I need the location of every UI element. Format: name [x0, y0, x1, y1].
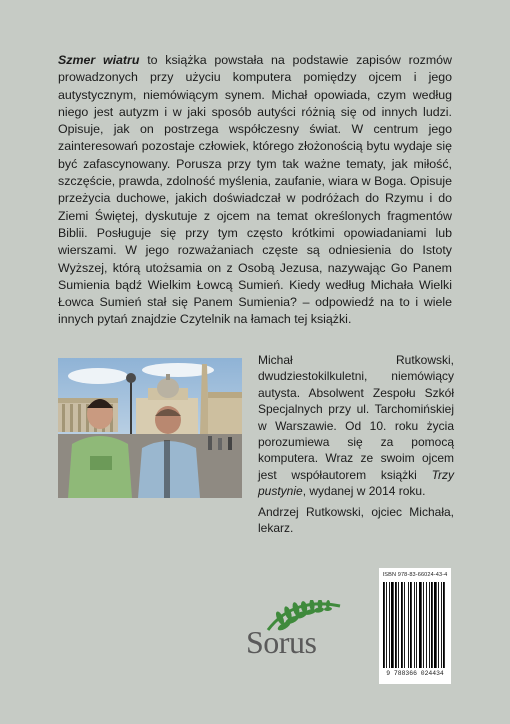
barcode-bar — [386, 582, 387, 668]
bio-text-1: Michał Rutkowski, dwudziestokilkuletni, niemówiący autysta. Absolwent Zespołu Szkół Specjalnych przy ul. Tarchomińskiej w Warszawie. Od 10. roku życia porozumiewa się za pomocą komputera. Wraz ze swoim ojcem jest współautorem książki — [258, 353, 454, 482]
barcode-bar — [395, 582, 397, 668]
author-bio — [258, 352, 454, 500]
barcode-bar — [431, 582, 433, 668]
barcode-bar — [391, 582, 394, 668]
barcode-bar — [443, 582, 445, 668]
publisher-logo — [246, 600, 342, 664]
barcode-bar — [389, 582, 390, 668]
bio-text-2: , wydanej w 2014 roku. — [302, 484, 426, 499]
barcode-bar — [426, 582, 427, 668]
barcode-bar — [401, 582, 403, 668]
barcode-bar — [438, 582, 439, 668]
barcode-bar — [441, 582, 442, 668]
bio-book-title: Trzy pustynie — [258, 467, 454, 499]
barcode-bars — [383, 582, 447, 668]
barcode-bar — [423, 582, 424, 668]
barcode-bar — [410, 582, 412, 668]
author-photo — [58, 358, 242, 498]
book-title: Szmer wiatru — [58, 53, 140, 67]
barcode-bar — [404, 582, 405, 668]
isbn-number: ISBN 978-83-66024-43-4 — [382, 572, 448, 578]
back-cover-blurb — [58, 52, 452, 329]
barcode-bar — [416, 582, 417, 668]
barcode-bar — [429, 582, 430, 668]
coauthor-note: Andrzej Rutkowski, ojciec Michała, lekarz. — [258, 505, 454, 536]
barcode-digits: 9 788366 024434 — [386, 670, 444, 677]
barcode-bar — [383, 582, 385, 668]
barcode-bar — [408, 582, 409, 668]
barcode-bar — [414, 582, 415, 668]
blurb-text: to książka powstała na podstawie zapisów rozmów prowadzonych przy użyciu komputera pomiędzy ojcem i jego autystycznym, niemówiącym synem. Michał opowiada, czym według niego jest autyzm i w jaki sposób autyści różnią się od innych ludzi. Opisuje, jak on postrzega współczesny świat. W centrum jego zainteresowań pozostaje człowiek, którego złożonością bytu wydaje się być zafascynowany. Porusza przy tym tak ważne tematy, jak miłość, szczęście, prawda, zdolność myślenia, zaufanie, wiara w Boga. Opisuje przeżycia duchowe, jakich doświadczał w podróżach do Rzymu i do Ziemi Świętej, dyskutuje z ojcem na temat określonych fragmentów Biblii. Posługuje się przy tym często krótkimi opowiadaniami lub wierszami. W jego rozważaniach częste są odniesienia do Istoty Wyższej, którą utożsamia on z Osobą Jezusa, nazywając Go Panem Sumienia bądź Wielkim Łowcą Sumień. Kiedy według Michała Wielki Łowca Sumień stał się Panem Sumienia? – odpowiedź na to i wiele innych pytań znajdzie Czytelnik na łamach tej książki. — [58, 53, 452, 327]
barcode-bar — [434, 582, 437, 668]
barcode-bar — [398, 582, 399, 668]
publisher-name: Sorus — [246, 624, 317, 660]
isbn-barcode — [379, 568, 451, 684]
barcode-bar — [419, 582, 422, 668]
